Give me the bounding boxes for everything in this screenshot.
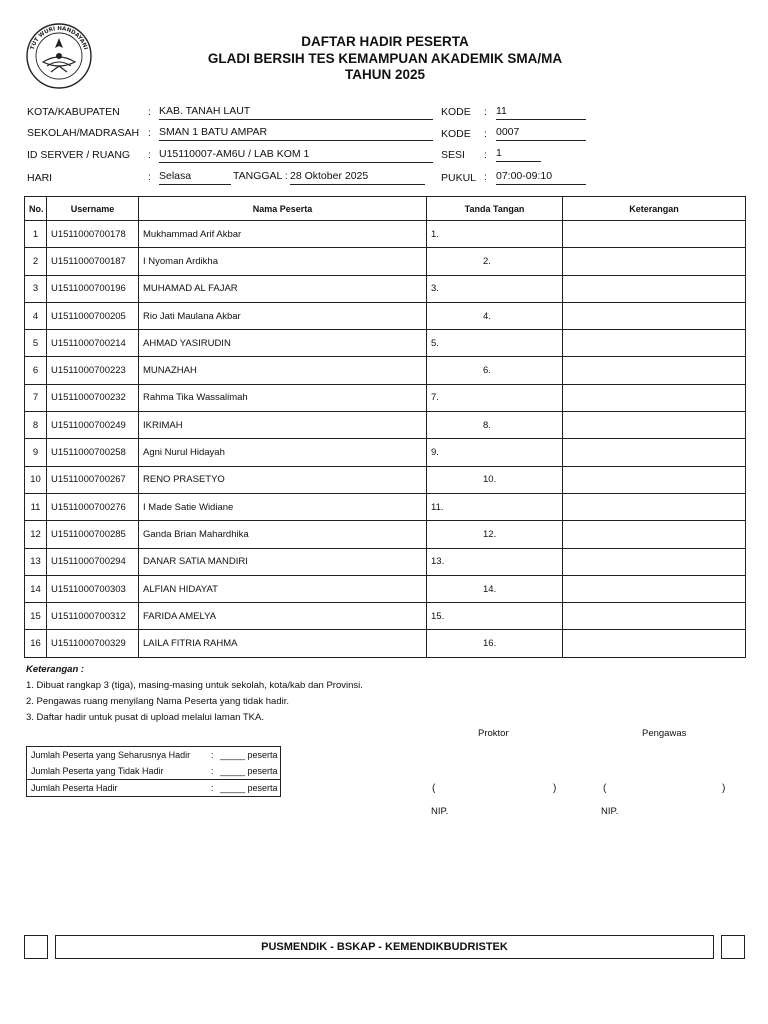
summary-label: Jumlah Peserta Hadir: [31, 783, 118, 793]
footer-left-box: [24, 935, 48, 959]
cell-no: 4: [25, 302, 47, 329]
cell-nama: MUHAMAD AL FAJAR: [139, 275, 427, 302]
sesi-value: 1: [496, 147, 541, 162]
kota-value: KAB. TANAH LAUT: [159, 105, 433, 120]
table-row: [25, 466, 746, 493]
column-header-keterangan: Keterangan: [563, 197, 746, 221]
colon: :: [484, 128, 487, 140]
proktor-close-paren: ): [553, 783, 557, 794]
proktor-open-paren: (: [432, 783, 436, 794]
cell-username: U1511000700329: [47, 630, 139, 657]
cell-tanda-tangan: 2.: [427, 248, 563, 275]
kode2-value: 0007: [496, 126, 586, 141]
cell-nama: RENO PRASETYO: [139, 466, 427, 493]
cell-keterangan: [563, 302, 746, 329]
sesi-label: SESI: [441, 149, 465, 161]
cell-no: 14: [25, 575, 47, 602]
cell-keterangan: [563, 630, 746, 657]
column-header-no: No.: [25, 197, 47, 221]
cell-tanda-tangan: 3.: [427, 275, 563, 302]
colon: :: [148, 106, 151, 118]
cell-username: U1511000700285: [47, 521, 139, 548]
cell-nama: IKRIMAH: [139, 412, 427, 439]
cell-keterangan: [563, 221, 746, 248]
cell-username: U1511000700178: [47, 221, 139, 248]
cell-tanda-tangan: 12.: [427, 521, 563, 548]
cell-no: 13: [25, 548, 47, 575]
cell-keterangan: [563, 357, 746, 384]
table-row: [25, 412, 746, 439]
cell-no: 10: [25, 466, 47, 493]
cell-nama: Rahma Tika Wassalimah: [139, 384, 427, 411]
cell-no: 15: [25, 603, 47, 630]
table-row: [25, 521, 746, 548]
cell-username: U1511000700196: [47, 275, 139, 302]
colon: :: [148, 171, 151, 183]
cell-username: U1511000700276: [47, 493, 139, 520]
cell-tanda-tangan: 6.: [427, 357, 563, 384]
note-item: 1. Dibuat rangkap 3 (tiga), masing-masing untuk sekolah, kota/kab dan Provinsi.: [26, 680, 363, 691]
summary-colon: :: [211, 750, 214, 760]
cell-keterangan: [563, 439, 746, 466]
cell-username: U1511000700267: [47, 466, 139, 493]
cell-nama: MUNAZHAH: [139, 357, 427, 384]
colon: :: [484, 106, 487, 118]
server-label: ID SERVER / RUANG: [27, 149, 131, 161]
cell-keterangan: [563, 493, 746, 520]
cell-username: U1511000700303: [47, 575, 139, 602]
note-item: 2. Pengawas ruang menyilang Nama Peserta yang tidak hadir.: [26, 696, 289, 707]
table-row: [25, 493, 746, 520]
cell-tanda-tangan: 16.: [427, 630, 563, 657]
notes-section: [26, 662, 363, 726]
cell-tanda-tangan: 7.: [427, 384, 563, 411]
cell-keterangan: [563, 275, 746, 302]
pengawas-close-paren: ): [722, 783, 726, 794]
tanggal-label: TANGGAL :: [233, 170, 288, 182]
proktor-nip-label: NIP.: [431, 806, 449, 817]
colon: :: [148, 127, 151, 139]
cell-no: 5: [25, 330, 47, 357]
colon: :: [148, 149, 151, 161]
summary-colon: :: [211, 783, 214, 793]
cell-keterangan: [563, 248, 746, 275]
cell-nama: LAILA FITRIA RAHMA: [139, 630, 427, 657]
cell-tanda-tangan: 15.: [427, 603, 563, 630]
logo-motto: TUT WURI HANDAYANI: [29, 25, 89, 51]
summary-value: _____ peserta: [220, 750, 278, 760]
hari-value: Selasa: [159, 170, 231, 185]
summary-label: Jumlah Peserta yang Tidak Hadir: [31, 766, 164, 776]
pengawas-nip-label: NIP.: [601, 806, 619, 817]
cell-keterangan: [563, 548, 746, 575]
kode1-value: 11: [496, 105, 586, 120]
table-row: [25, 275, 746, 302]
cell-no: 3: [25, 275, 47, 302]
document-title: DAFTAR HADIR PESERTA: [301, 34, 469, 49]
tut-wuri-handayani-logo-icon: [25, 22, 93, 90]
sekolah-value: SMAN 1 BATU AMPAR: [159, 126, 433, 141]
pengawas-label: Pengawas: [642, 728, 687, 739]
cell-nama: Mukhammad Arif Akbar: [139, 221, 427, 248]
cell-username: U1511000700214: [47, 330, 139, 357]
cell-nama: Rio Jati Maulana Akbar: [139, 302, 427, 329]
cell-no: 11: [25, 493, 47, 520]
attendance-table: [24, 196, 746, 658]
table-row: [25, 603, 746, 630]
table-row: [25, 221, 746, 248]
column-header-username: Username: [47, 197, 139, 221]
cell-keterangan: [563, 466, 746, 493]
pukul-label: PUKUL: [441, 172, 477, 184]
cell-no: 12: [25, 521, 47, 548]
cell-keterangan: [563, 521, 746, 548]
hari-label: HARI: [27, 172, 53, 184]
cell-nama: DANAR SATIA MANDIRI: [139, 548, 427, 575]
cell-keterangan: [563, 603, 746, 630]
summary-row: [27, 779, 280, 796]
kode2-label: KODE: [441, 128, 471, 140]
cell-no: 9: [25, 439, 47, 466]
cell-nama: Agni Nurul Hidayah: [139, 439, 427, 466]
summary-label: Jumlah Peserta yang Seharusnya Hadir: [31, 750, 191, 760]
table-header-row: [25, 197, 746, 221]
cell-no: 8: [25, 412, 47, 439]
summary-row: [27, 747, 280, 763]
cell-username: U1511000700187: [47, 248, 139, 275]
note-item: 3. Daftar hadir untuk pusat di upload melalui laman TKA.: [26, 712, 264, 723]
table-row: [25, 357, 746, 384]
summary-box: [26, 746, 281, 797]
cell-username: U1511000700294: [47, 548, 139, 575]
footer-right-box: [721, 935, 745, 959]
cell-nama: AHMAD YASIRUDIN: [139, 330, 427, 357]
sekolah-label: SEKOLAH/MADRASAH: [27, 127, 140, 139]
cell-keterangan: [563, 384, 746, 411]
notes-heading: Keterangan :: [26, 664, 85, 675]
table-row: [25, 548, 746, 575]
summary-value: _____ peserta: [220, 766, 278, 776]
table-row: [25, 384, 746, 411]
table-row: [25, 330, 746, 357]
cell-no: 2: [25, 248, 47, 275]
cell-username: U1511000700205: [47, 302, 139, 329]
cell-nama: I Nyoman Ardikha: [139, 248, 427, 275]
cell-no: 6: [25, 357, 47, 384]
summary-value: _____ peserta: [220, 783, 278, 793]
cell-tanda-tangan: 14.: [427, 575, 563, 602]
summary-row: [27, 763, 280, 779]
colon: :: [484, 149, 487, 161]
cell-username: U1511000700249: [47, 412, 139, 439]
column-header-nama: Nama Peserta: [139, 197, 427, 221]
table-row: [25, 302, 746, 329]
cell-nama: FARIDA AMELYA: [139, 603, 427, 630]
table-row: [25, 248, 746, 275]
tanggal-value: 28 Oktober 2025: [290, 170, 425, 185]
pukul-value: 07:00-09:10: [496, 170, 586, 185]
cell-tanda-tangan: 9.: [427, 439, 563, 466]
cell-tanda-tangan: 11.: [427, 493, 563, 520]
cell-username: U1511000700232: [47, 384, 139, 411]
cell-tanda-tangan: 1.: [427, 221, 563, 248]
cell-tanda-tangan: 13.: [427, 548, 563, 575]
proktor-label: Proktor: [478, 728, 509, 739]
document-year: TAHUN 2025: [344, 67, 426, 82]
cell-username: U1511000700223: [47, 357, 139, 384]
cell-tanda-tangan: 5.: [427, 330, 563, 357]
cell-keterangan: [563, 575, 746, 602]
cell-no: 7: [25, 384, 47, 411]
cell-no: 16: [25, 630, 47, 657]
cell-tanda-tangan: 10.: [427, 466, 563, 493]
table-row: [25, 575, 746, 602]
cell-no: 1: [25, 221, 47, 248]
kode1-label: KODE: [441, 106, 471, 118]
document-subtitle: GLADI BERSIH TES KEMAMPUAN AKADEMIK SMA/MA: [207, 51, 563, 66]
cell-tanda-tangan: 8.: [427, 412, 563, 439]
footer-banner: PUSMENDIK - BSKAP - KEMENDIKBUDRISTEK: [55, 935, 714, 959]
cell-nama: Ganda Brian Mahardhika: [139, 521, 427, 548]
table-row: [25, 630, 746, 657]
kota-label: KOTA/KABUPATEN: [27, 106, 120, 118]
column-header-tanda-tangan: Tanda Tangan: [427, 197, 563, 221]
colon: :: [484, 171, 487, 183]
server-value: U15110007-AM6U / LAB KOM 1: [159, 148, 433, 163]
table-row: [25, 439, 746, 466]
cell-nama: ALFIAN HIDAYAT: [139, 575, 427, 602]
pengawas-open-paren: (: [603, 783, 607, 794]
cell-keterangan: [563, 412, 746, 439]
cell-username: U1511000700312: [47, 603, 139, 630]
cell-username: U1511000700258: [47, 439, 139, 466]
cell-keterangan: [563, 330, 746, 357]
summary-colon: :: [211, 766, 214, 776]
cell-tanda-tangan: 4.: [427, 302, 563, 329]
cell-nama: I Made Satie Widiane: [139, 493, 427, 520]
